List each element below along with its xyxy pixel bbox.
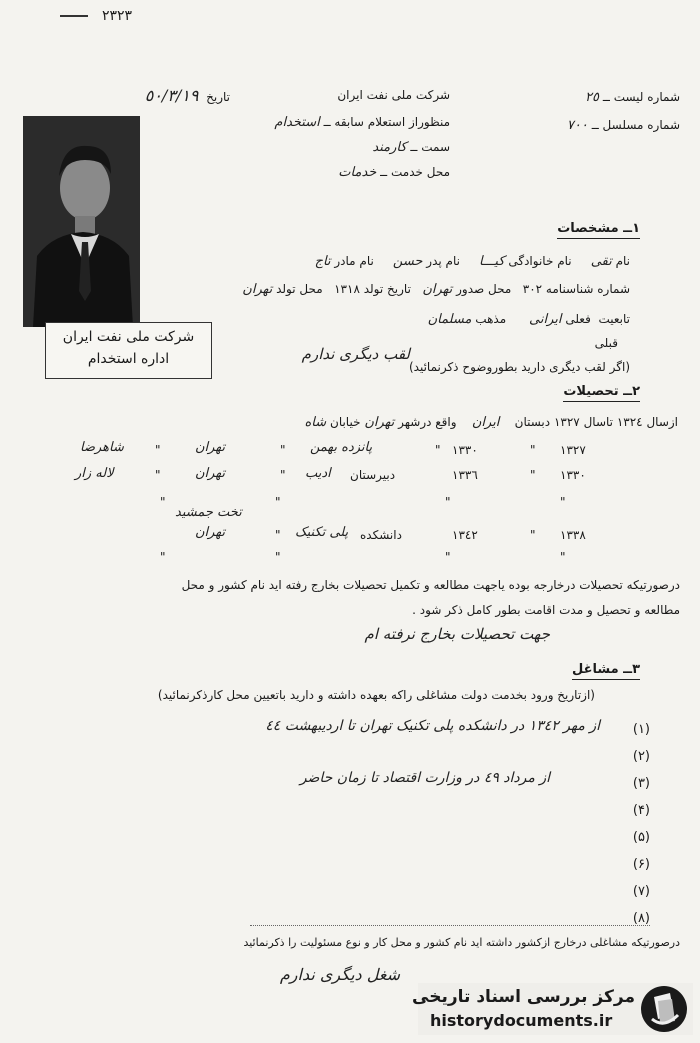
abroad-study-note-line2: مطالعه و تحصیل و مدت اقامت بطور کامل ذکر شود .	[412, 603, 680, 617]
education-row-2-school: پانزده بهمن	[310, 440, 373, 455]
education-row-3-school: ادیب	[305, 466, 331, 481]
employment-row-8-num: (۸)	[632, 911, 650, 926]
employment-instruction: (ازتاریخ ورود بخدمت دولت مشاغلی راکه بعهده داشته و دارید باتعیین محل کارذکرنمائید)	[157, 688, 595, 702]
education-row-4-to: ١٣٤٢	[452, 528, 478, 542]
alias-answer: لقب دیگری ندارم	[301, 345, 410, 363]
education-row-4-type: دانشکده	[360, 528, 402, 542]
foreign-work-note: درصورتیکه مشاغلی درخارج ازکشور داشته اید نام کشور و محل کار و نوع مسئولیت را ذکرنمائید	[243, 936, 680, 949]
document-date: تاریخ ٥٠/٣/١٩	[144, 86, 230, 105]
ditto-mark: "	[275, 495, 281, 509]
education-row-3-street: لاله زار	[75, 466, 114, 481]
ditto-mark: "	[280, 443, 286, 457]
education-row-2-to: ١٣٣٠	[452, 443, 478, 457]
inquiry-purpose: منظوراز استعلام سابقه ــ استخدام	[274, 115, 450, 130]
ditto-mark: "	[275, 528, 281, 542]
nationality-row: تابعیت فعلی ایرانی مذهب مسلمان	[427, 312, 630, 327]
workplace: محل خدمت ــ خدمات	[338, 165, 450, 180]
ditto-mark: "	[560, 550, 566, 564]
employment-row-6-num: (۶)	[632, 857, 650, 872]
section-3-title: ۳ــ مشاغل	[572, 662, 640, 680]
employment-row-3-text: از مرداد ٤٩ در وزارت اقتصاد تا زمان حاضر	[299, 770, 550, 786]
education-row-4-school: پلی تکنیک	[295, 525, 349, 540]
education-row-3-type: دبیرستان	[350, 468, 396, 482]
employment-row-5-num: (۵)	[632, 830, 650, 845]
stamp-line-office: اداره استخدام	[87, 351, 170, 367]
identity-row: شماره شناسنامه ٣٠٢ محل صدور تهران تاریخ تولد ١٣١٨ محل تولد تهران	[242, 282, 630, 297]
stamp-line-company: شرکت ملی نفت ایران	[62, 329, 195, 345]
education-row-4-city: تهران	[195, 525, 225, 540]
education-row-2-city: تهران	[195, 440, 225, 455]
post-title: سمت ــ کارمند	[372, 140, 450, 155]
serial-number: شماره مسلسل ــ ٧٠٠	[566, 118, 680, 133]
section-1-title: ۱ــ مشخصات	[557, 221, 640, 239]
portrait-image	[23, 116, 140, 327]
archive-url: historydocuments.ir	[430, 1011, 613, 1030]
education-row-3-city: تهران	[195, 466, 225, 481]
list-number: شماره لیست ــ ٢٥	[585, 90, 680, 105]
archive-org-name: مرکز بررسی اسناد تاریخی	[412, 987, 635, 1007]
employment-row-1-text: از مهر ١٣٤٢ در دانشکده پلی تکنیک تهران تا اردیبهشت ٤٤	[265, 718, 600, 734]
ditto-mark: "	[160, 495, 166, 509]
education-row-4-from: ١٣٣٨	[560, 528, 586, 542]
ditto-mark: "	[435, 443, 441, 457]
hr-office-stamp	[45, 322, 212, 379]
company-name: شرکت ملی نفت ایران	[337, 88, 450, 102]
personal-name-row: نام تقی نام خانوادگی کیـــا نام پدر حسن نام مادر تاج	[314, 254, 630, 269]
ditto-mark: "	[160, 550, 166, 564]
ditto-mark: "	[280, 468, 286, 482]
employment-row-3-num: (۳)	[632, 776, 650, 791]
employment-row-7-num: (۷)	[632, 884, 650, 899]
note-divider	[250, 925, 650, 926]
ditto-mark: "	[530, 443, 536, 457]
archive-logo-icon	[640, 985, 688, 1033]
education-row-2-street: شاهرضا	[80, 440, 124, 455]
ditto-mark: "	[560, 495, 566, 509]
ditto-mark: "	[445, 495, 451, 509]
education-row-2-from: ١٣٢٧	[560, 443, 586, 457]
section-2-title: ۲ــ تحصیلات	[563, 384, 640, 402]
ditto-mark: "	[445, 550, 451, 564]
ditto-mark: "	[530, 528, 536, 542]
alias-note: (اگر لقب دیگری دارید بطوروضوح ذکرنمائید)	[408, 360, 630, 374]
education-row-1: ازسال ١٣٢٤ تاسال ١٣٢٧ دبستان ایران واقع درشهر تهران خیابان شاه	[304, 415, 678, 430]
top-corner-mark: ٢٣٢٣	[60, 8, 132, 24]
previous-nationality: قبلی	[594, 336, 618, 350]
employment-row-4-num: (۴)	[632, 803, 650, 818]
abroad-study-answer: جهت تحصیلات بخارج نرفته ام	[364, 625, 550, 643]
ditto-mark: "	[155, 468, 161, 482]
education-row-4-street: تخت جمشید	[175, 505, 242, 520]
education-row-3-from: ١٣٣٠	[560, 468, 586, 482]
applicant-photo	[23, 116, 140, 327]
foreign-work-answer: شغل دیگری ندارم	[279, 965, 400, 984]
archive-watermark	[412, 983, 693, 1035]
ditto-mark: "	[530, 468, 536, 482]
abroad-study-note-line1: درصورتیکه تحصیلات درخارجه بوده یاجهت مطالعه و تکمیل تحصیلات بخارج رفته اید نام کشور و محل	[181, 578, 680, 592]
ditto-mark: "	[275, 550, 281, 564]
employment-row-2-num: (۲)	[632, 749, 650, 764]
education-row-3-to: ١٣٣٦	[452, 468, 478, 482]
employment-row-1-num: (۱)	[632, 722, 650, 737]
ditto-mark: "	[155, 443, 161, 457]
